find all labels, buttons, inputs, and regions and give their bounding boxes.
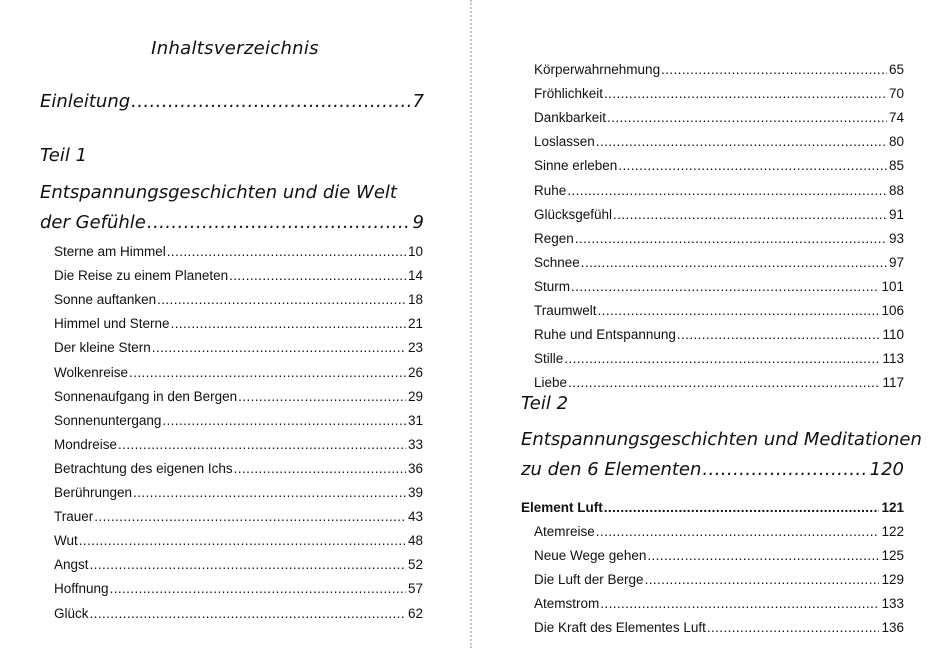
toc-entry[interactable] (54, 581, 423, 601)
toc-entry[interactable] (534, 110, 904, 130)
entry-page: 125 (881, 548, 904, 564)
leader-dots (702, 459, 867, 480)
entry-page: 122 (881, 524, 904, 539)
leader-dots (575, 231, 887, 246)
entry-label: Dankbarkeit (534, 110, 607, 126)
entry-label: Die Kraft des Elementes Luft (534, 620, 706, 636)
entry-label: zu den 6 Elementen (521, 459, 702, 480)
toc-entry[interactable] (54, 389, 423, 409)
entry-label: Trauer (54, 509, 94, 525)
entry-label: Neue Wege gehen (534, 548, 647, 564)
entry-page: 113 (882, 351, 904, 367)
toc-entry[interactable] (534, 62, 904, 82)
entry-label: Wolkenreise (54, 364, 129, 380)
toc-entry[interactable] (54, 509, 423, 529)
entry-page: 80 (888, 134, 904, 150)
entry-page: 52 (407, 557, 423, 573)
leader-dots (79, 533, 406, 548)
toc-entry[interactable] (534, 620, 904, 640)
toc-entry[interactable] (534, 86, 904, 106)
toc-entry[interactable] (54, 485, 423, 505)
leader-dots (581, 255, 887, 270)
toc-entry[interactable] (534, 183, 904, 203)
toc-entry[interactable] (54, 316, 423, 336)
leader-dots (600, 596, 879, 611)
entry-label: Regen (534, 230, 574, 246)
toc-entry[interactable] (54, 365, 423, 385)
leader-dots (90, 557, 406, 572)
part-label: Teil 1 (40, 145, 88, 166)
leader-dots (133, 485, 406, 500)
entry-page: 14 (407, 268, 423, 284)
entry-page: 43 (407, 509, 423, 525)
leader-dots (171, 316, 406, 331)
leader-dots (129, 365, 406, 380)
entry-label: der Gefühle (40, 212, 146, 233)
entry-page: 117 (882, 375, 904, 391)
toc-entry[interactable] (54, 244, 423, 264)
entry-label: Mondreise (54, 436, 118, 452)
leader-dots (604, 500, 880, 515)
toc-entry[interactable] (534, 375, 904, 395)
toc-entry[interactable] (54, 413, 423, 433)
entry-page: 120 (869, 459, 904, 480)
entry-label: Atemstrom (534, 596, 600, 612)
entry-page: 39 (407, 485, 423, 500)
leader-dots (94, 509, 406, 524)
toc-entry[interactable] (534, 596, 904, 616)
entry-label: Sonne auftanken (54, 292, 157, 308)
entry-label: Sonnenaufgang in den Bergen (54, 388, 238, 404)
entry-label: Traumwelt (534, 303, 597, 318)
entry-label: Himmel und Sterne (54, 316, 170, 332)
leader-dots (568, 375, 880, 390)
toc-entry[interactable] (54, 437, 423, 457)
entry-label: Sturm (534, 278, 571, 294)
leader-dots (90, 606, 406, 621)
entry-page: 129 (881, 572, 904, 588)
entry-page: 33 (407, 436, 423, 452)
toc-entry-part2[interactable] (521, 459, 904, 480)
toc-entry[interactable] (54, 340, 423, 360)
entry-page: 70 (888, 86, 904, 102)
toc-entry[interactable] (534, 548, 904, 568)
leader-dots (571, 279, 879, 294)
leader-dots (564, 351, 880, 366)
toc-entry-section[interactable] (521, 500, 904, 520)
toc-entry[interactable] (54, 606, 423, 626)
toc-entry[interactable] (54, 292, 423, 312)
entry-label: Einleitung (40, 91, 131, 112)
entry-label: Körperwahrnehmung (534, 62, 661, 77)
toc-entry[interactable] (534, 572, 904, 592)
entry-label: Atemreise (534, 524, 595, 539)
toc-entry[interactable] (54, 557, 423, 577)
entry-page: 85 (888, 158, 904, 174)
toc-entry[interactable] (534, 158, 904, 178)
entry-label: Die Luft der Berge (534, 572, 644, 588)
entry-page: 23 (407, 340, 423, 356)
entry-page: 93 (888, 230, 904, 246)
leader-dots (110, 581, 406, 596)
entry-page: 97 (888, 254, 904, 270)
leader-dots (234, 461, 406, 476)
entry-label: Loslassen (534, 134, 595, 150)
leader-dots (618, 158, 887, 173)
toc-entry[interactable] (534, 303, 904, 323)
leader-dots (567, 183, 887, 198)
entry-page: 133 (881, 596, 904, 612)
entry-label: Der kleine Stern (54, 340, 151, 356)
entry-label: Glücksgefühl (534, 206, 613, 222)
entry-page: 48 (407, 533, 423, 549)
entry-label: Die Reise zu einem Planeten (54, 268, 229, 284)
entry-page: 62 (407, 605, 423, 621)
left-page (0, 0, 470, 648)
toc-entry[interactable] (54, 533, 423, 553)
toc-title: Inhaltsverzeichnis (151, 38, 319, 59)
part-title-line1: Entspannungsgeschichten und die Welt (40, 182, 397, 203)
entry-page: 91 (888, 206, 904, 222)
entry-label: Sterne am Himmel (54, 244, 166, 259)
entry-label: Ruhe (534, 182, 567, 198)
entry-page: 36 (407, 460, 423, 476)
entry-page: 7 (412, 91, 424, 112)
toc-entry[interactable] (534, 255, 904, 275)
entry-page: 74 (888, 110, 904, 126)
toc-entry-part1[interactable] (40, 212, 424, 233)
entry-page: 57 (407, 581, 423, 597)
leader-dots (131, 91, 410, 112)
entry-label: Berührungen (54, 485, 133, 500)
toc-entry[interactable] (534, 134, 904, 154)
toc-entry[interactable] (534, 231, 904, 251)
toc-entry[interactable] (534, 524, 904, 544)
leader-dots (613, 207, 887, 222)
entry-page: 110 (882, 327, 904, 343)
right-page (473, 0, 950, 648)
entry-label: Glück (54, 605, 89, 621)
leader-dots (147, 212, 411, 233)
part-label: Teil 2 (521, 393, 569, 414)
leader-dots (229, 268, 406, 283)
leader-dots (157, 292, 406, 307)
toc-entry[interactable] (534, 351, 904, 371)
leader-dots (118, 437, 406, 452)
leader-dots (645, 572, 880, 587)
leader-dots (607, 110, 887, 125)
entry-page: 10 (407, 244, 423, 259)
toc-entry[interactable] (534, 327, 904, 347)
leader-dots (647, 548, 879, 563)
entry-page: 136 (881, 620, 904, 636)
part-title-line1: Entspannungsgeschichten und Meditationen (521, 429, 922, 450)
entry-label: Sonnenuntergang (54, 412, 162, 428)
entry-page: 9 (412, 212, 424, 233)
leader-dots (167, 244, 406, 259)
entry-page: 26 (407, 364, 423, 380)
toc-entry[interactable] (534, 279, 904, 299)
entry-page: 18 (407, 292, 423, 308)
entry-label: Ruhe und Entspannung (534, 327, 676, 343)
entry-page: 121 (881, 500, 904, 515)
entry-label: Stille (534, 351, 564, 367)
entry-page: 65 (888, 62, 904, 77)
leader-dots (152, 340, 406, 355)
entry-page: 106 (881, 303, 904, 318)
leader-dots (598, 303, 880, 318)
leader-dots (238, 389, 406, 404)
leader-dots (661, 62, 887, 77)
entry-label: Schnee (534, 254, 580, 270)
leader-dots (604, 86, 887, 101)
entry-label: Fröhlichkeit (534, 86, 604, 102)
leader-dots (707, 620, 880, 635)
entry-page: 31 (407, 412, 423, 428)
toc-entry-intro[interactable] (40, 91, 424, 112)
entry-label: Betrachtung des eigenen Ichs (54, 460, 233, 476)
entry-page: 29 (407, 388, 423, 404)
entry-page: 88 (888, 182, 904, 198)
toc-entry[interactable] (54, 461, 423, 481)
toc-entry[interactable] (534, 207, 904, 227)
entry-label: Element Luft (521, 500, 603, 515)
entry-page: 101 (881, 278, 904, 294)
leader-dots (162, 413, 406, 428)
leader-dots (677, 327, 881, 342)
entry-page: 21 (407, 316, 423, 332)
entry-label: Sinne erleben (534, 158, 618, 174)
page-divider (470, 0, 472, 648)
entry-label: Hoffnung (54, 581, 109, 597)
entry-label: Liebe (534, 375, 568, 391)
leader-dots (596, 524, 880, 539)
toc-entry[interactable] (54, 268, 423, 288)
leader-dots (596, 134, 887, 149)
entry-label: Wut (54, 533, 78, 549)
entry-label: Angst (54, 557, 89, 573)
